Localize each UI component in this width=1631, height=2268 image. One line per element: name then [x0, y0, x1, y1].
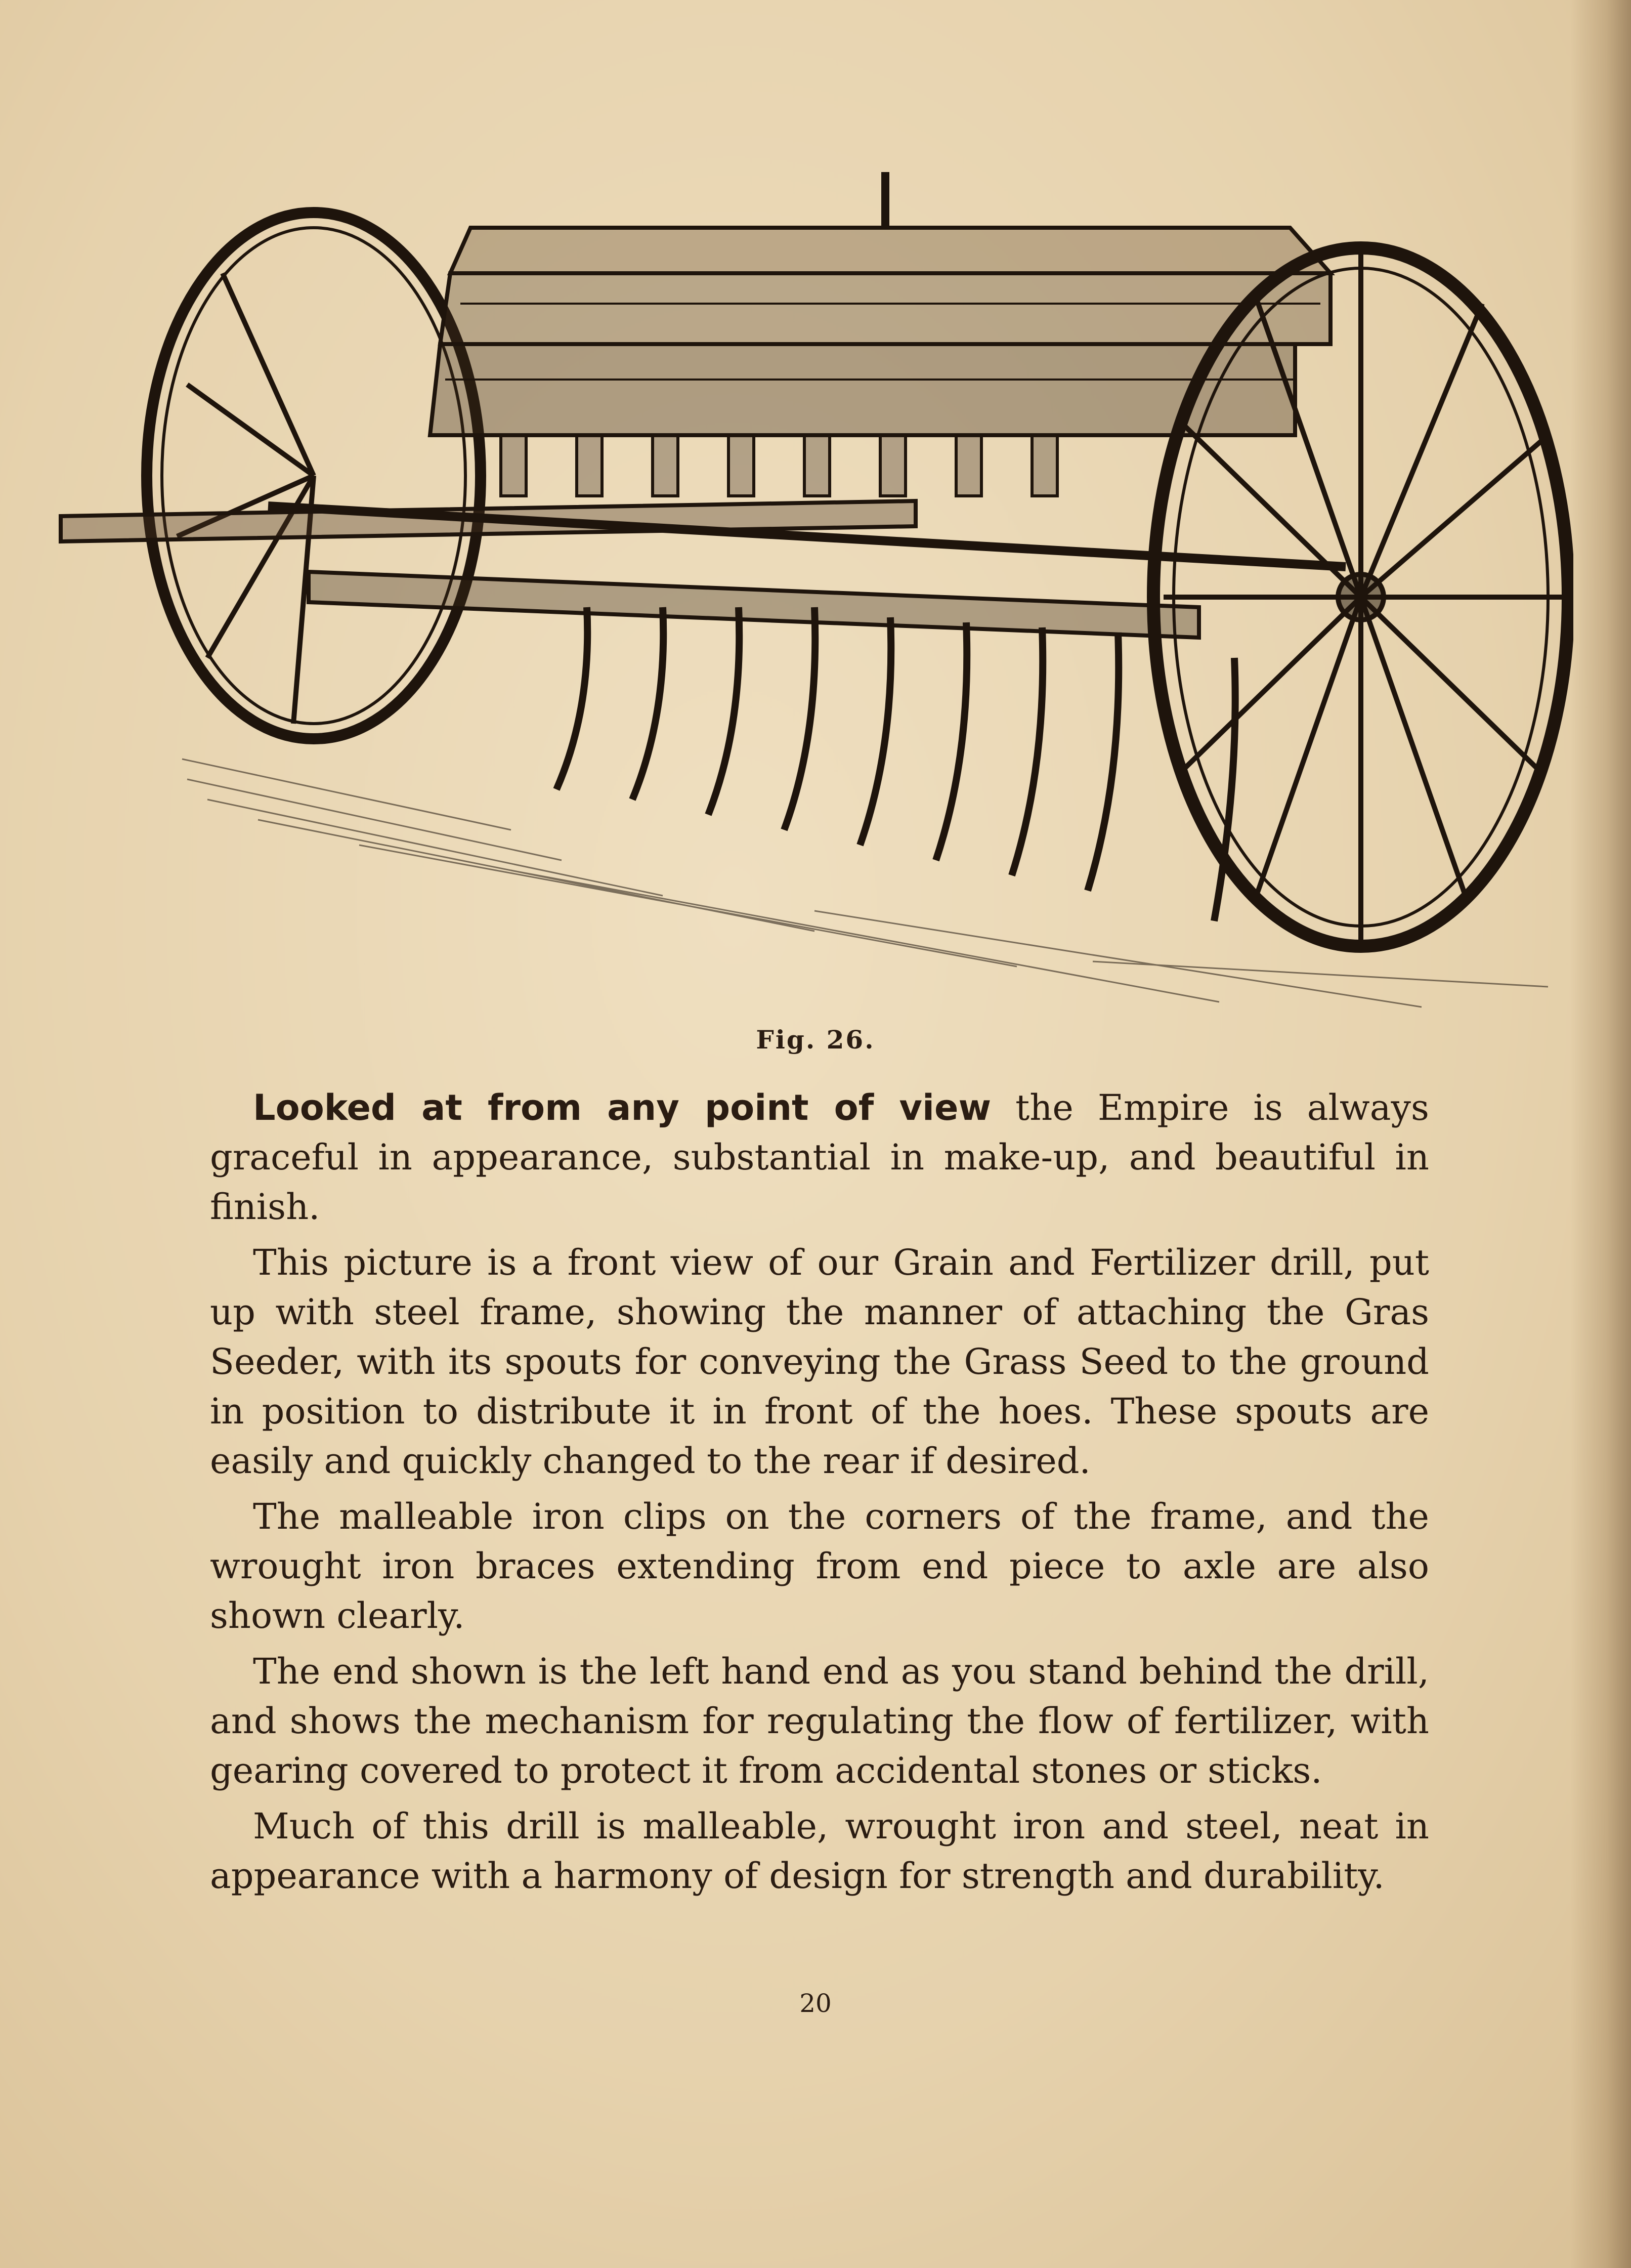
drill-hoes	[556, 607, 1235, 921]
right-wheel	[1153, 248, 1568, 946]
seed-drill-illustration	[56, 152, 1573, 1022]
ground-shading	[182, 759, 1548, 1007]
page-number: 20	[799, 1989, 832, 2018]
paragraph-4: The end shown is the left hand end as you stand behind the drill, and shows the mechanism for regulating the flow of fertilizer, with gearing covered to protect it from accidental stones or sticks.	[210, 1651, 1429, 1791]
left-wheel	[147, 213, 481, 739]
paragraph-1-text: the Empire is always graceful in appearance, substantial in make-up, and beautiful in finish.	[210, 1087, 1429, 1228]
steel-frame-beam	[309, 572, 1199, 638]
book-spine-shadow	[1570, 0, 1631, 2268]
paragraph-2: This picture is a front view of our Grain and Fertilizer drill, put up with steel frame, showing the manner of attaching the Gras Seeder, with its spouts for conveying the Grass Seed to the ground in position to distribute it in front of the hoes. These spouts are easily and quickly changed to the rear if desired.	[210, 1242, 1429, 1482]
paragraph-1	[210, 1083, 1429, 1232]
figure-caption: Fig. 26.	[756, 1025, 875, 1055]
lead-phrase: Looked at from any point of view	[253, 1087, 992, 1128]
feed-cups	[501, 435, 1057, 496]
paragraph-3: The malleable iron clips on the corners of the frame, and the wrought iron braces extending from end piece to axle are also shown clearly.	[210, 1496, 1429, 1636]
body-text	[210, 1083, 1429, 1907]
paragraph-5: Much of this drill is malleable, wrought iron and steel, neat in appearance with a harmony of design for strength and durability.	[210, 1805, 1429, 1897]
